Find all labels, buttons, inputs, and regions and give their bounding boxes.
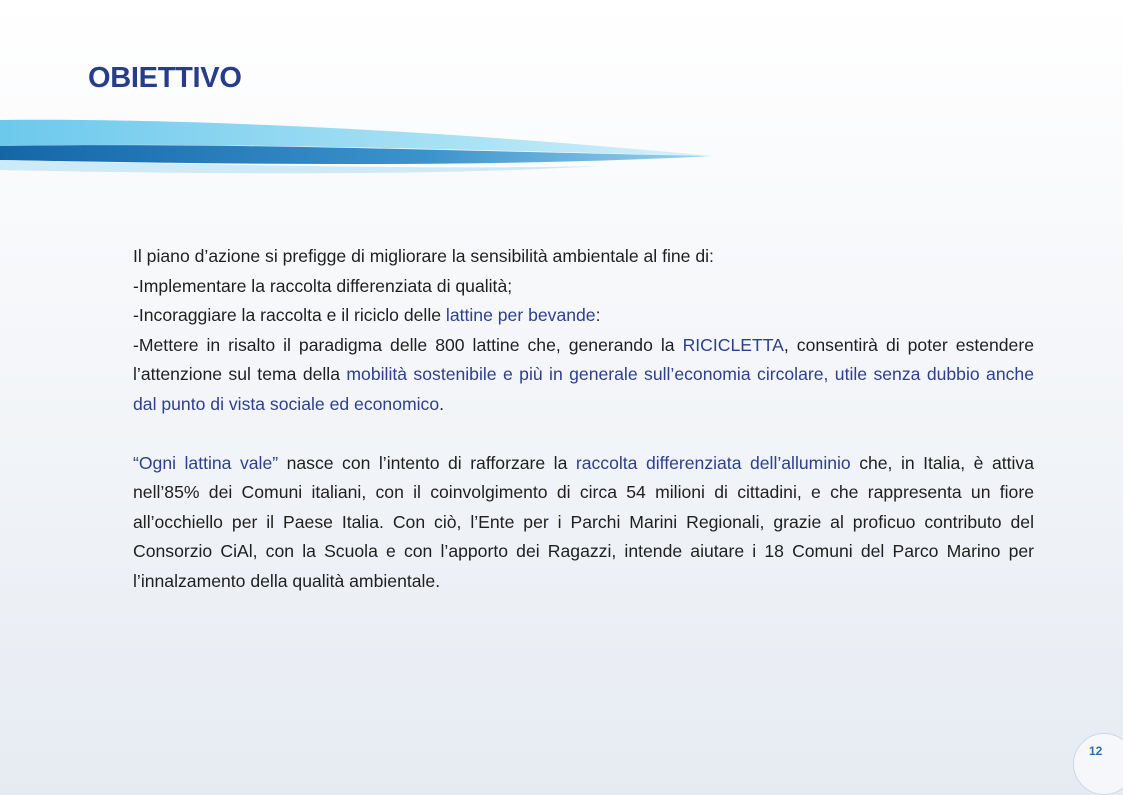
highlight-lattine: lattine per bevande	[445, 305, 596, 326]
page-number: 12	[1089, 744, 1103, 758]
campaign-paragraph: “Ogni lattina vale” nasce con l’intento di rafforzare la raccolta differenziata dell’alluminio che, in Italia, è attiva nell’85% dei Comuni italiani, con il coinvolgimento di circa 54 milioni di cittadini, e che rappresenta un fiore all’occhiello per il Paese Italia. Con ciò, l’Ente per i Parchi Marini Regionali, grazie al proficuo contributo del Consorzio CiAl, con la Scuola e con l’apporto dei Ragazzi, intende aiutare i 18 Comuni del Parco Marino per l’innalzamento della qualità ambientale.	[133, 452, 1034, 591]
intro-line: Il piano d’azione si prefigge di migliorare la sensibilità ambientale al fine di:	[133, 246, 714, 266]
wave-decoration	[0, 112, 720, 182]
highlight-raccolta-alluminio: raccolta differenziata dell’alluminio	[575, 452, 851, 473]
highlight-ricicletta: RICICLETTA	[682, 334, 784, 355]
objectives-paragraph	[133, 242, 1034, 420]
slide-content	[133, 242, 1034, 597]
highlight-ogni-lattina: “Ogni lattina vale”	[133, 452, 279, 473]
slide-title: OBIETTIVO	[88, 62, 242, 94]
objective-item-2: -Incoraggiare la raccolta e il riciclo delle lattine per bevande:	[133, 305, 601, 326]
highlight-mobilita: mobilità sostenibile e più in generale sull’economia circolare, utile senza dubbio anche dal punto di vista sociale ed economico	[133, 364, 1034, 414]
page-number-badge	[1073, 733, 1123, 795]
objective-item-1: -Implementare la raccolta differenziata di qualità;	[133, 275, 513, 296]
objective-item-3: -Mettere in risalto il paradigma delle 800 lattine che, generando la RICICLETTA, consentirà di poter estendere l’attenzione sul tema della mobilità sostenibile e più in generale sull’economia circolare, utile senza dubbio anche dal punto di vista sociale ed economico.	[133, 334, 1034, 414]
